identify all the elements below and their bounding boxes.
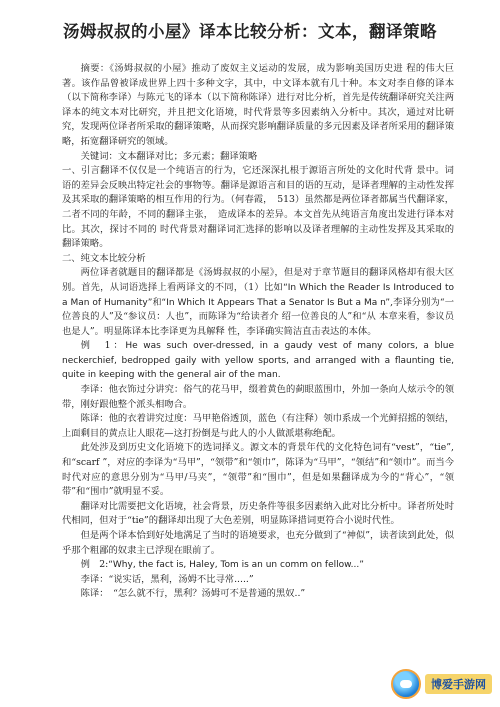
intro-text: 翻译不仅仅是一个纯语言的行为，它还深深扎根于源语言所处的文化时代背 景中。词语的差异会反映出特定社会的事物等。翻译是源语言和目的语的互动，是译者理解的主动性发挥及其采取的翻译策略的相互作用的行为。（何春霞， 513）虽然都是两位译者都属当代翻译家，二者不同的年龄，不同的翻译主张， 造成译本的差异。本文首先从纯语言角度出发进行译本对比。其次，探讨不同的 时代背景对翻译词汇选择的影响以及译者理解的主动性发挥及其采取的翻译策略。 [62,165,454,250]
section-2-paragraph-1: 两位译者就题目的翻译都是《汤姆叔叔的小屋》，但是对于章节题目的翻译风格却有很大区别。首先，从词语选择上看两译文的不同，（1）比如“In Which the Reader Is Introduced to a Man of Humanity”和“In Which It Appears That a Senator Is But a Ma n”,李译分别为“一位善良的人”及“参议员：人也”，而陈译为“给读者介 绍一位善良的人”和“从 本章来看，参议员也是人”。明显陈译本比李译更为具解释 性，李译确实简洁直击表达的本体。 [62,267,455,337]
example-1-source: He was such over-dressed, in a gaudy vest of many colors, a blue neckerchief, bedropped gaily with yellow sports, and arranged with a flaunting tie, quite in keeping with the general air of the man. [62,341,455,381]
both-translations-paragraph: 但是两个译本恰到好处地满足了当时的语境要求，也充分做到了“神似”，读者读到此处，似乎那个粗鄙的奴隶主已浮现在眼前了。 [62,530,454,556]
page-title: 汤姆叔叔的小屋》译本比较分析：文本，翻译策略 [63,22,437,41]
chen-translation-1: 陈译：他的衣着讲究过度：马甲艳俗透顶，蓝色（有注释）领巾系成一个光鲜招摇的领结，上面剩目的黄点让人眼花—这打扮倒是与此人的小人做派堪称绝配。 [62,413,454,439]
abstract: 摘要：《汤姆叔叔的小屋》推动了废奴主义运动的发展，成为影响美国历史进 程的伟大巨著。该作品曾被译成世界上四十多种文字，其中，中文译本就有几十种。本文对李自修的译本（以下简称李译）与陈元飞的译本（以下简称陈译）进行对比分析，首先是传统翻译研究关注两译本的纯文本对比研究，并且把文化语境，时代背景等多因素纳入分析中。其次，通过对比研究，发现两位译者所采取的翻译策略，从而探究影响翻译质量的多元因素及译者所采用的翻译策略，拓宽翻译研究的领域。 [62,63,454,147]
watermark-text: 博爱手游网 [425,674,492,694]
li-translation-1: 李译：他衣饰过分讲究：俗气的花马甲，缀着黄色的蓟眼蓝围巾，外加一条向人炫示令的领带，刚好跟他整个派头相吻合。 [62,384,454,410]
culture-paragraph: 此处涉及到历史文化语境下的选词择义。源文本的背景年代的文化特色词有“vest”，“tie”,和“scarf ”，对应的李译为“马甲”，“领带”和“领巾”，陈译为“马甲”，“领结”和“领巾”。而当今时代对应的意思分别为“马甲/马夹”，“领带”和“围巾”，但是如果翻译成为今的“背心”，“领带”和“围巾”就明显不妥。 [62,442,454,498]
site-watermark [391,669,492,699]
section-2-heading: 二、纯文本比较分析 [62,252,146,264]
example-2-source: “Why, the fact is, Haley, Tom is an un comm on fellow...” [108,560,364,571]
example-1-label: 例 1： [80,340,126,352]
chen-translation-2: 陈译： “怎么就不行，黑利？汤姆可不是普通的黑奴..” [80,588,306,600]
example-2 [62,558,454,573]
intro-heading: 一、引言 [62,165,100,177]
article-body [62,62,454,602]
gamepad-logo-icon [391,669,421,699]
intro-section [62,164,454,252]
li-translation-2: 李译：“说实话，黑利，汤姆不比寻常.....” [80,573,254,585]
example-1 [62,339,454,383]
chapter-title-quote: “In Which the Reader Is Introduced to a Man of Humanity”和“In Which It Appears That a Senator Is But a Ma n” [62,282,455,308]
keywords: 关键词：文本翻译对比；多元素；翻译策略 [80,150,258,162]
example-2-label: 例 2: [80,559,109,571]
context-paragraph: 翻译对比需要把文化语境，社会背景，历史条件等很多因素纳入此对比分析中。译者所处时代相同，但对于“tie”的翻译却出现了大色差别，明显陈译措词更符合小说时代性。 [62,500,454,527]
